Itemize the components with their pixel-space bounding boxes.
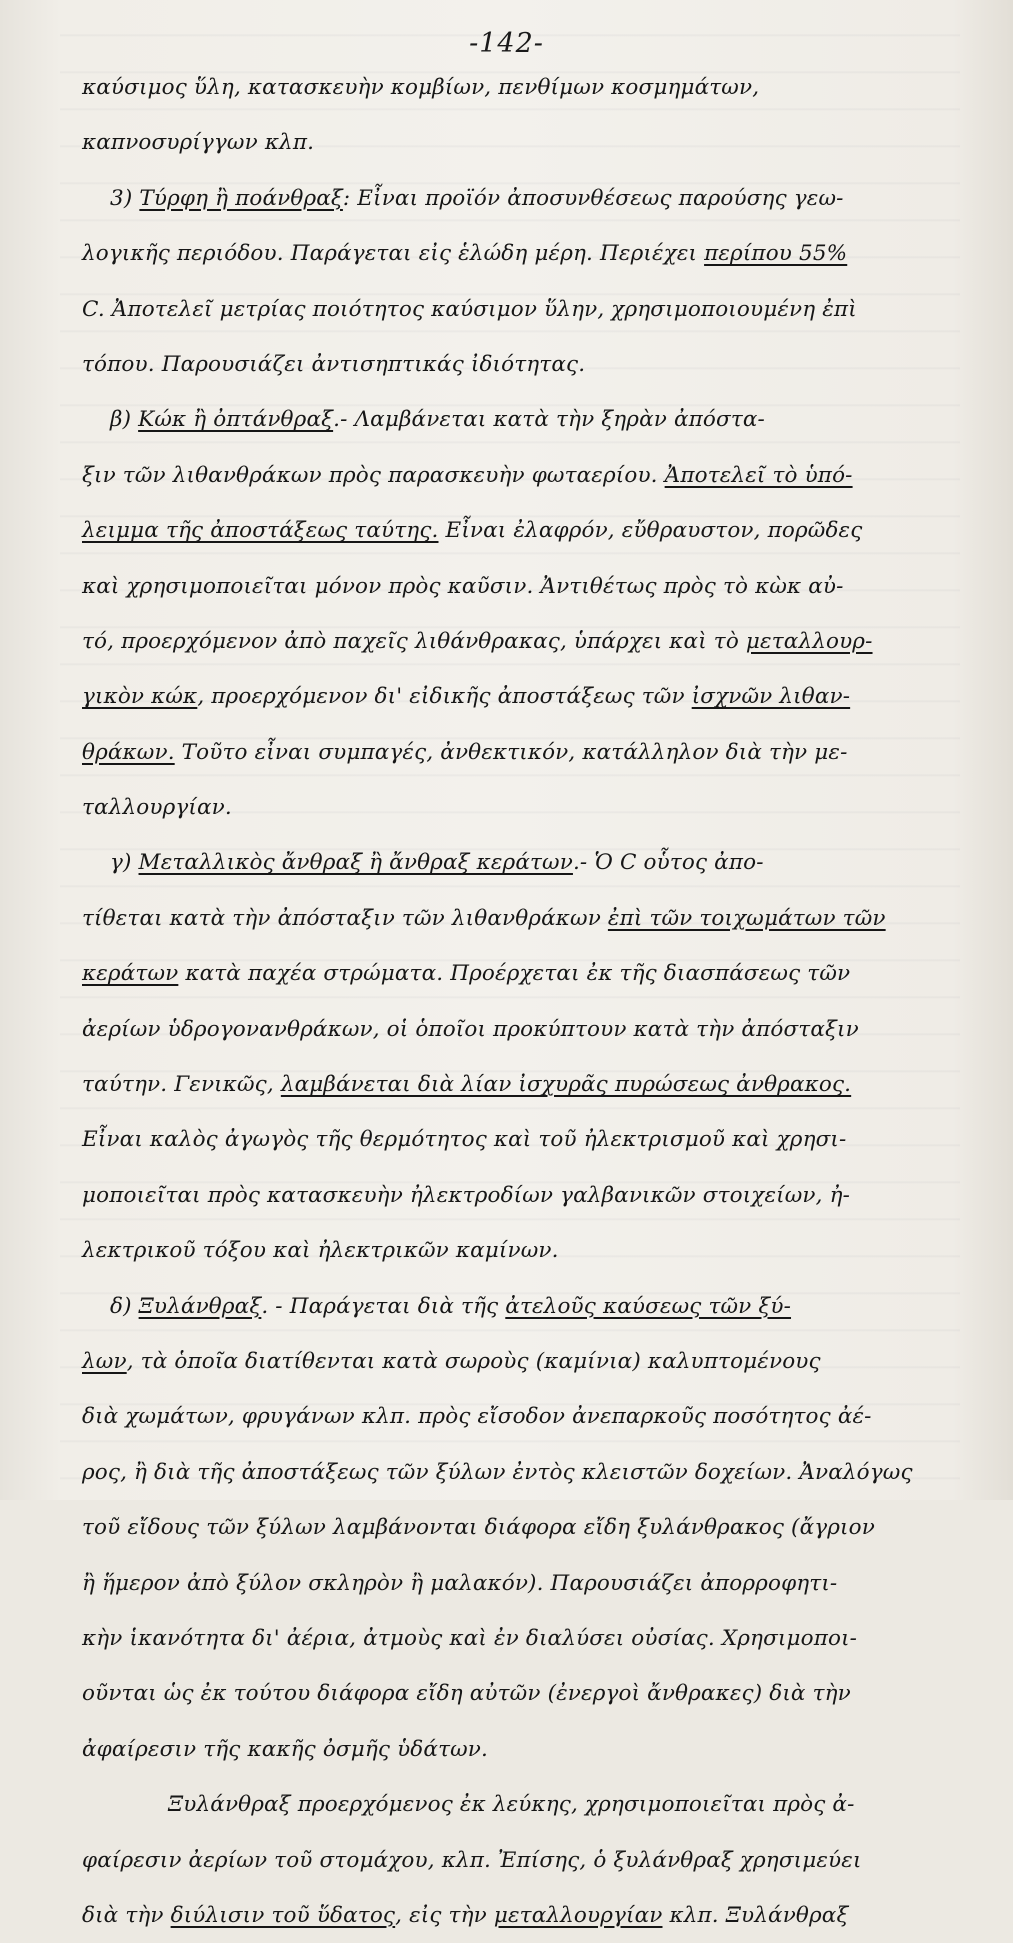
text-segment: διὰ χωμάτων, φρυγάνων κλπ. πρὸς εἴσοδον ἀνεπαρκοῦς ποσότητος ἀέ-: [82, 1404, 872, 1430]
text-segment: καὶ χρησιμοποιεῖται μόνον πρὸς καῦσιν. Ἀντιθέτως πρὸς τὸ κὼκ αὐ-: [82, 573, 844, 599]
text-line: [82, 1556, 982, 1611]
text-line: [82, 669, 982, 724]
underlined-phrase: Τύρφη ἢ ποάνθραξ: [139, 185, 343, 211]
text-segment: λογικῆς περιόδου. Παράγεται εἰς ἑλώδη μέρη. Περιέχει: [82, 241, 705, 267]
text-segment: κατὰ παχέα στρώματα. Προέρχεται ἐκ τῆς διασπάσεως τῶν: [178, 961, 851, 987]
text-segment: , τὰ ὁποῖα διατίθενται κατὰ σωροὺς (καμίνια) καλυπτομένους: [126, 1348, 821, 1374]
text-segment: ἀφαίρεσιν τῆς κακῆς ὀσμῆς ὑδάτων.: [82, 1736, 488, 1762]
text-segment: διὰ τὴν: [82, 1902, 171, 1928]
underlined-phrase: μεταλλουργίαν: [493, 1902, 663, 1928]
text-segment: C. Ἀποτελεῖ μετρίας ποιότητος καύσιμον ὕλην, χρησιμοποιουμένη ἐπὶ: [82, 296, 857, 322]
text-line: [82, 1833, 982, 1888]
text-segment: , προερχόμενον δι' εἰδικῆς ἀποστάξεως τῶν: [197, 684, 692, 710]
underlined-phrase: Κώκ ἢ ὀπτάνθραξ: [138, 407, 334, 433]
text-line: [82, 1223, 982, 1278]
text-line: [82, 1279, 982, 1334]
text-line: [82, 1611, 982, 1666]
underlined-phrase: Ἀποτελεῖ τὸ ὑπό-: [664, 462, 853, 488]
text-line: [82, 1722, 982, 1777]
text-segment: τίθεται κατὰ τὴν ἀπόσταξιν τῶν λιθανθράκων: [82, 905, 608, 931]
text-segment: λεκτρικοῦ τόξου καὶ ἠλεκτρικῶν καμίνων.: [82, 1238, 559, 1264]
text-line: [82, 1112, 982, 1167]
underlined-phrase: κεράτων: [82, 961, 179, 987]
text-segment: β): [110, 407, 139, 433]
text-line: [82, 1445, 982, 1500]
text-line: [82, 115, 982, 170]
text-line: [82, 226, 982, 281]
text-line: [82, 503, 982, 558]
underlined-phrase: ἀτελοῦς καύσεως τῶν ξύ-: [505, 1293, 792, 1319]
text-segment: τοῦ εἴδους τῶν ξύλων λαμβάνονται διάφορα εἴδη ξυλάνθρακος (ἄγριον: [82, 1515, 875, 1541]
text-segment: , εἰς τὴν: [395, 1902, 494, 1928]
text-segment: γ): [110, 850, 139, 876]
underlined-phrase: λων: [82, 1348, 127, 1374]
text-line: [82, 392, 982, 447]
text-segment: . - Παράγεται διὰ τῆς: [261, 1293, 506, 1319]
text-segment: ἢ ἥμερον ἀπὸ ξύλον σκληρὸν ἢ μαλακόν). Παρουσιάζει ἀπορροφητι-: [82, 1570, 838, 1596]
text-segment: ἀερίων ὑδρογονανθράκων, οἱ ὁποῖοι προκύπτουν κατὰ τὴν ἀπόσταξιν: [82, 1016, 859, 1042]
text-line: [82, 1057, 982, 1112]
text-line: [82, 1389, 982, 1444]
text-line: [82, 1500, 982, 1555]
text-line: [82, 1334, 982, 1389]
text-line: [82, 282, 982, 337]
text-segment: Εἶναι ἐλαφρόν, εὔθραυστον, πορῶδες: [438, 518, 863, 544]
underlined-phrase: Ξυλάνθραξ: [138, 1293, 262, 1319]
text-segment: .- Ὁ C οὗτος ἀπο-: [572, 850, 764, 876]
handwritten-text-body: [82, 60, 982, 1943]
text-segment: καπνοσυρίγγων κλπ.: [82, 130, 315, 156]
text-line: [82, 559, 982, 614]
underlined-phrase: μεταλλουρ-: [745, 628, 873, 654]
underlined-phrase: ἐπὶ τῶν τοιχωμάτων τῶν: [607, 905, 886, 931]
text-line: [82, 946, 982, 1001]
text-segment: τόπου. Παρουσιάζει ἀντισηπτικάς ἰδιότητας.: [82, 351, 586, 377]
text-line: [82, 725, 982, 780]
text-segment: Εἶναι καλὸς ἀγωγὸς τῆς θερμότητος καὶ τοῦ ἠλεκτρισμοῦ καὶ χρησι-: [82, 1127, 847, 1153]
text-line: [82, 171, 982, 226]
underlined-phrase: διύλισιν τοῦ ὕδατος: [170, 1902, 396, 1928]
text-segment: Τοῦτο εἶναι συμπαγές, ἀνθεκτικόν, κατάλληλον διὰ τὴν με-: [174, 739, 848, 765]
text-segment: ξιν τῶν λιθανθράκων πρὸς παρασκευὴν φωταερίου.: [82, 462, 665, 488]
underlined-phrase: ἰσχνῶν λιθαν-: [691, 684, 851, 710]
text-segment: οῦνται ὡς ἐκ τούτου διάφορα εἴδη αὐτῶν (ἐνεργοὶ ἄνθρακες) διὰ τὴν: [82, 1681, 851, 1707]
text-line: [82, 1168, 982, 1223]
text-line: [82, 60, 982, 115]
text-line: [82, 614, 982, 669]
text-line: [82, 337, 982, 392]
underlined-phrase: θράκων.: [82, 739, 175, 765]
underlined-phrase: λαμβάνεται διὰ λίαν ἰσχυρᾶς πυρώσεως ἀνθρακος.: [280, 1072, 852, 1098]
text-line: [82, 891, 982, 946]
text-segment: 3): [110, 185, 140, 211]
underlined-phrase: λειμμα τῆς ἀποστάξεως ταύτης.: [82, 518, 439, 544]
underlined-phrase: περίπου 55%: [704, 241, 848, 267]
text-line: [82, 448, 982, 503]
text-segment: καύσιμος ὕλη, κατασκευὴν κομβίων, πενθίμων κοσμημάτων,: [82, 75, 760, 100]
text-segment: κλπ. Ξυλάνθραξ: [662, 1902, 849, 1928]
text-line: [82, 1888, 982, 1943]
text-line: [82, 1666, 982, 1721]
text-segment: φαίρεσιν ἀερίων τοῦ στομάχου, κλπ. Ἐπίσης, ὁ ξυλάνθραξ χρησιμεύει: [82, 1847, 862, 1873]
text-segment: κὴν ἱκανότητα δι' ἀέρια, ἀτμοὺς καὶ ἐν διαλύσει οὐσίας. Χρησιμοποι-: [82, 1625, 858, 1651]
text-segment: ταύτην. Γενικῶς,: [82, 1072, 281, 1098]
text-line: [82, 1777, 982, 1832]
text-segment: : Εἶναι προϊόν ἀποσυνθέσεως παρούσης γεω-: [342, 185, 844, 211]
underlined-phrase: γικὸν κώκ: [82, 684, 198, 710]
page-number: -142-: [469, 28, 544, 59]
text-segment: ταλλουργίαν.: [82, 795, 232, 821]
text-segment: Ξυλάνθραξ προερχόμενος ἐκ λεύκης, χρησιμοποιεῖται πρὸς ἀ-: [168, 1792, 855, 1818]
text-line: [82, 1002, 982, 1057]
text-segment: μοποιεῖται πρὸς κατασκευὴν ἠλεκτροδίων γαλβανικῶν στοιχείων, ἠ-: [82, 1182, 851, 1208]
text-line: [82, 780, 982, 835]
text-segment: δ): [110, 1293, 139, 1319]
text-segment: .- Λαμβάνεται κατὰ τὴν ξηρὰν ἀπόστα-: [333, 407, 765, 433]
text-segment: ρος, ἢ διὰ τῆς ἀποστάξεως τῶν ξύλων ἐντὸς κλειστῶν δοχείων. Ἀναλόγως: [82, 1459, 913, 1485]
underlined-phrase: Μεταλλικὸς ἄνθραξ ἢ ἄνθραξ κεράτων: [138, 850, 573, 876]
text-line: [82, 835, 982, 890]
text-segment: τό, προερχόμενον ἀπὸ παχεῖς λιθάνθρακας, ὑπάρχει καὶ τὸ: [82, 628, 746, 654]
